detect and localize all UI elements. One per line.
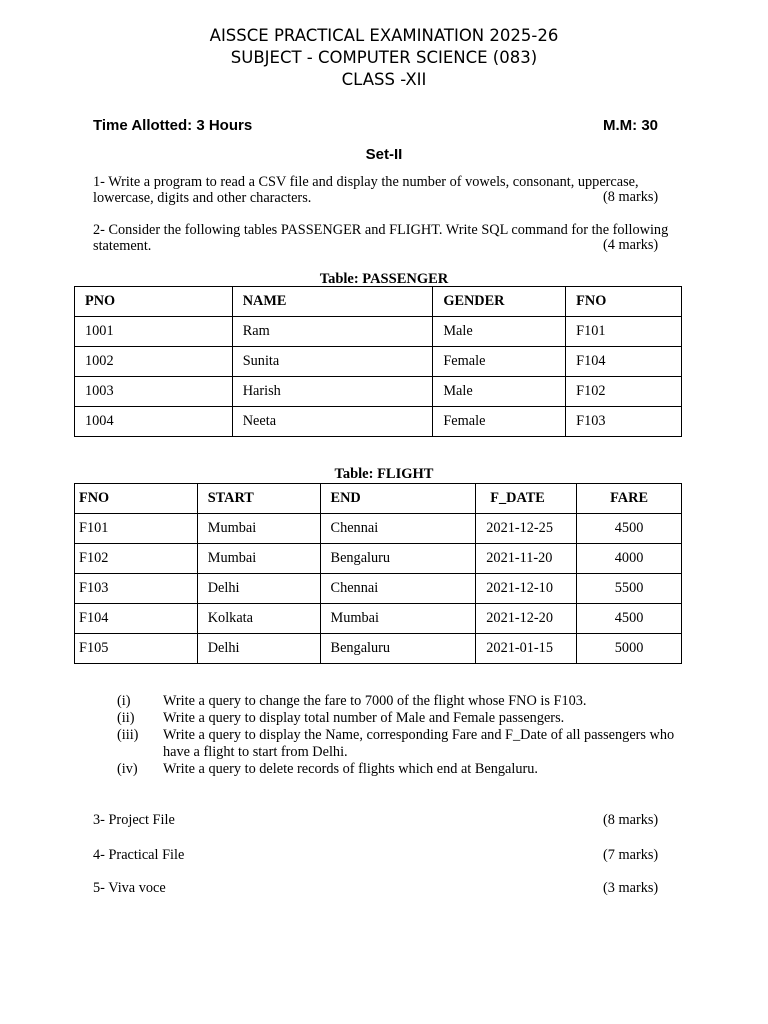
table-cell: 5000 <box>577 634 682 664</box>
table-cell: Male <box>433 377 566 407</box>
table-row <box>75 514 682 544</box>
table-cell: Ram <box>232 317 433 347</box>
sub-question-number: (iv) <box>117 761 138 777</box>
table-cell: Harish <box>232 377 433 407</box>
flight-table <box>74 483 682 664</box>
question-5-label: 5- Viva voce <box>93 880 166 896</box>
sub-question-text: Write a query to delete records of flights which end at Bengaluru. <box>163 761 538 777</box>
question-3-marks: (8 marks) <box>603 812 659 828</box>
table-cell: F103 <box>566 407 682 437</box>
set-label: Set-II <box>365 146 403 163</box>
table-cell: 1003 <box>75 377 233 407</box>
sub-question-text: Write a query to change the fare to 7000 of the flight whose FNO is F103. <box>163 693 587 709</box>
table-cell: Chennai <box>320 514 476 544</box>
table-cell: Male <box>433 317 566 347</box>
passenger-table <box>74 286 682 437</box>
question-2-marks: (4 marks) <box>603 237 659 253</box>
question-4-marks: (7 marks) <box>603 847 659 863</box>
table-cell: Kolkata <box>197 604 320 634</box>
sub-question-number: (i) <box>117 693 131 709</box>
flight-table-caption: Table: FLIGHT <box>334 466 434 482</box>
table-cell: 5500 <box>577 574 682 604</box>
table-row <box>75 317 682 347</box>
table-cell: 4500 <box>577 604 682 634</box>
table-row <box>75 377 682 407</box>
column-header: FNO <box>75 484 198 514</box>
passenger-header-row <box>75 287 682 317</box>
class-title: CLASS -XII <box>341 70 427 89</box>
column-header: START <box>197 484 320 514</box>
table-cell: 1001 <box>75 317 233 347</box>
table-cell: 2021-12-25 <box>476 514 577 544</box>
table-cell: F101 <box>75 514 198 544</box>
table-cell: Bengaluru <box>320 544 476 574</box>
question-5-marks: (3 marks) <box>603 880 659 896</box>
sub-question-number: (iii) <box>117 727 139 743</box>
column-header: PNO <box>75 287 233 317</box>
table-cell: 2021-12-10 <box>476 574 577 604</box>
table-cell: Bengaluru <box>320 634 476 664</box>
column-header: END <box>320 484 476 514</box>
subject-title: SUBJECT - COMPUTER SCIENCE (083) <box>230 48 538 67</box>
sub-question-text: Write a query to display total number of Male and Female passengers. <box>163 710 565 726</box>
table-cell: 2021-01-15 <box>476 634 577 664</box>
passenger-table-caption: Table: PASSENGER <box>319 271 449 287</box>
table-cell: Sunita <box>232 347 433 377</box>
question-3-label: 3- Project File <box>93 812 175 828</box>
table-cell: F101 <box>566 317 682 347</box>
table-row <box>75 604 682 634</box>
question-1-text: 1- Write a program to read a CSV file and display the number of vowels, consonant, uppercase, lowercase, digits and other characters. <box>93 174 639 206</box>
table-cell: 1004 <box>75 407 233 437</box>
question-2-text: 2- Consider the following tables PASSENGER and FLIGHT. Write SQL command for the following statement. <box>93 222 669 254</box>
table-cell: Female <box>433 347 566 377</box>
flight-header-row <box>75 484 682 514</box>
table-cell: Delhi <box>197 574 320 604</box>
table-cell: 2021-12-20 <box>476 604 577 634</box>
table-cell: F104 <box>75 604 198 634</box>
question-4-label: 4- Practical File <box>93 847 185 863</box>
time-allotted: Time Allotted: 3 Hours <box>93 117 253 134</box>
table-row <box>75 574 682 604</box>
column-header: GENDER <box>433 287 566 317</box>
table-cell: F104 <box>566 347 682 377</box>
table-cell: Mumbai <box>197 544 320 574</box>
exam-title: AISSCE PRACTICAL EXAMINATION 2025-26 <box>209 26 559 45</box>
max-marks: M.M: 30 <box>603 117 659 134</box>
table-cell: F103 <box>75 574 198 604</box>
table-cell: Chennai <box>320 574 476 604</box>
table-cell: 4000 <box>577 544 682 574</box>
column-header: FARE <box>577 484 682 514</box>
sub-question-number: (ii) <box>117 710 135 726</box>
column-header: F_DATE <box>476 484 577 514</box>
column-header: FNO <box>566 287 682 317</box>
sub-question-text: Write a query to display the Name, corresponding Fare and F_Date of all passengers who have a flight to start from Delhi. <box>163 727 675 760</box>
question-1-marks: (8 marks) <box>603 189 659 205</box>
table-row <box>75 407 682 437</box>
column-header: NAME <box>232 287 433 317</box>
table-row <box>75 634 682 664</box>
table-cell: Mumbai <box>320 604 476 634</box>
table-row <box>75 347 682 377</box>
table-cell: F105 <box>75 634 198 664</box>
table-cell: Female <box>433 407 566 437</box>
table-cell: Delhi <box>197 634 320 664</box>
table-cell: Neeta <box>232 407 433 437</box>
table-cell: 1002 <box>75 347 233 377</box>
table-cell: 4500 <box>577 514 682 544</box>
table-cell: 2021-11-20 <box>476 544 577 574</box>
table-cell: Mumbai <box>197 514 320 544</box>
table-row <box>75 544 682 574</box>
table-cell: F102 <box>566 377 682 407</box>
table-cell: F102 <box>75 544 198 574</box>
